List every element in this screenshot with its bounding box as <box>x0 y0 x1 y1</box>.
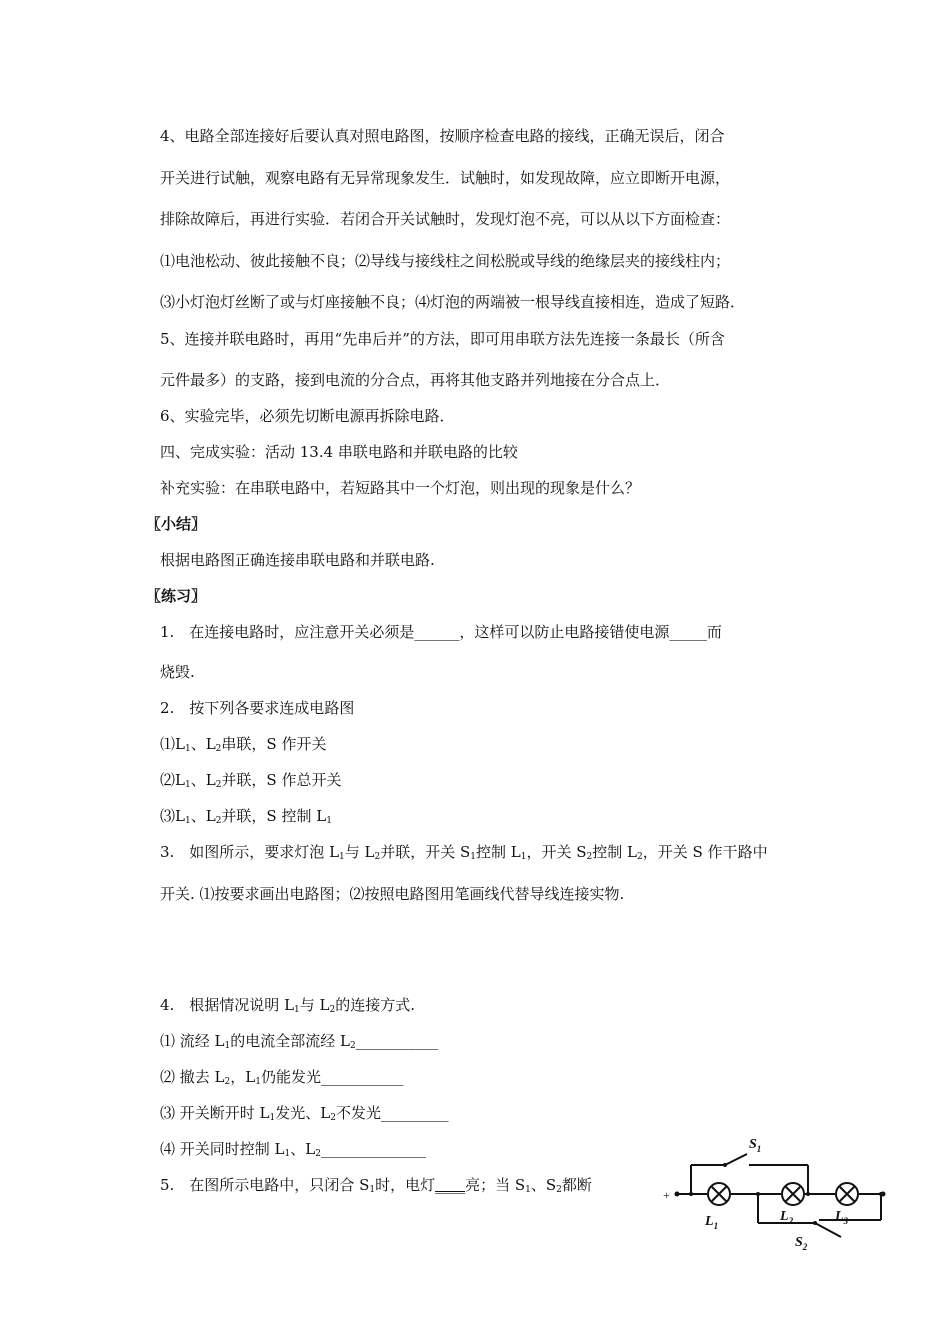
question-5: 5. 在图所示电路中，只闭合 $S_1$时，电灯____亮；当 $S_1$、$S_2$都断 <box>160 1176 592 1195</box>
para-4-line-4: ⑴电池松动、彼此接触不良；⑵导线与接线柱之间松脱或导线的绝缘层夹的接线柱内； <box>160 252 731 270</box>
question-1-line-1: 1. 在连接电路时，应注意开关必须是______，这样可以防止电路接错使电源_____而 <box>160 623 722 641</box>
question-2-item-3: $⑶L_1$、$L_2$并联，S 控制 $L_1$ <box>160 807 332 826</box>
lamp-l3-icon <box>836 1183 858 1205</box>
question-1-line-2: 烧毁. <box>160 663 195 681</box>
question-4-item-2: ⑵ 撤去 $L_2$，$L_1$仍能发光___________ <box>160 1068 404 1087</box>
para-4-line-2: 开关进行试触，观察电路有无异常现象发生．试触时，如发现故障，应立即断开电源， <box>160 169 731 187</box>
summary-text: 根据电路图正确连接串联电路和并联电路. <box>160 551 435 569</box>
switch-s1-lever <box>725 1154 747 1165</box>
label-s2: $S_2$ <box>795 1235 808 1252</box>
switch-s2-pivot <box>813 1221 817 1225</box>
lamp-l2-icon <box>782 1183 804 1205</box>
question-2-item-1: $⑴L_1$、$L_2$串联，S 作开关 <box>160 735 327 754</box>
para-4-line-3: 排除故障后，再进行实验．若闭合开关试触时，发现灯泡不亮，可以从以下方面检查： <box>160 210 731 228</box>
junction-c <box>806 1192 810 1196</box>
para-5-line-1: 5、连接并联电路时，再用“先串后并”的方法，即可用串联方法先连接一条最长（所含 <box>160 330 725 348</box>
question-3-line-2: 开关. ⑴按要求画出电路图；⑵按照电路图用笔画线代替导线连接实物. <box>160 885 625 903</box>
summary-heading: 〖小结〗 <box>146 515 207 533</box>
junction-a <box>689 1192 693 1196</box>
circuit-diagram <box>655 1128 900 1258</box>
question-3-line-1: 3. 如图所示，要求灯泡 $L_1$与 $L_2$并联，开关 $S_1$控制 $L_1$，开关 $S_2$控制 $L_2$，开关 S 作干路中 <box>160 843 768 862</box>
label-s1: $S_1$ <box>749 1137 762 1154</box>
question-2-item-2: $⑵L_1$、$L_2$并联，S 作总开关 <box>160 771 342 790</box>
junction-b <box>756 1192 760 1196</box>
question-4: 4. 根据情况说明 $L_1$与 $L_2$的连接方式. <box>160 996 416 1015</box>
question-4-item-3: ⑶ 开关断开时 $L_1$发光、$L_2$不发光_________ <box>160 1104 449 1123</box>
junction-d <box>879 1192 883 1196</box>
exercise-heading: 〖练习〗 <box>146 587 207 605</box>
label-l3: $L_3$ <box>835 1209 849 1226</box>
question-4-item-1: ⑴ 流经 $L_1$的电流全部流经 $L_2\_\_\_\_\_\_\_\_\_\_\_$ <box>160 1032 439 1051</box>
section-four: 四、完成实验：活动 13.4 串联电路和并联电路的比较 <box>160 443 518 461</box>
question-4-item-4: ⑷ 开关同时控制 $L_1$、$L_2\_\_\_\_\_\_\_\_\_\_\_\_\_\_$ <box>160 1140 426 1159</box>
para-6: 6、实验完毕，必须先切断电源再拆除电路． <box>160 407 455 425</box>
lamp-l1-icon <box>708 1183 730 1205</box>
plus-label: + <box>663 1188 670 1202</box>
switch-s1-pivot <box>723 1163 727 1167</box>
question-2: 2. 按下列各要求连成电路图 <box>160 699 355 717</box>
terminal-left <box>675 1192 680 1197</box>
para-5-line-2: 元件最多）的支路，接到电流的分合点，再将其他支路并列地接在分合点上． <box>160 371 671 389</box>
label-l1: $L_1$ <box>705 1214 719 1231</box>
para-4-line-1: 4、电路全部连接好后要认真对照电路图，按顺序检查电路的接线，正确无误后，闭合 <box>160 127 725 145</box>
label-l2: $L_2$ <box>780 1209 794 1226</box>
switch-s2-lever <box>815 1223 841 1237</box>
para-4-line-5: ⑶小灯泡灯丝断了或与灯座接触不良；⑷灯泡的两端被一根导线直接相连，造成了短路． <box>160 293 746 311</box>
supplementary-experiment: 补充实验：在串联电路中，若短路其中一个灯泡，则出现的现象是什么？ <box>160 479 641 497</box>
